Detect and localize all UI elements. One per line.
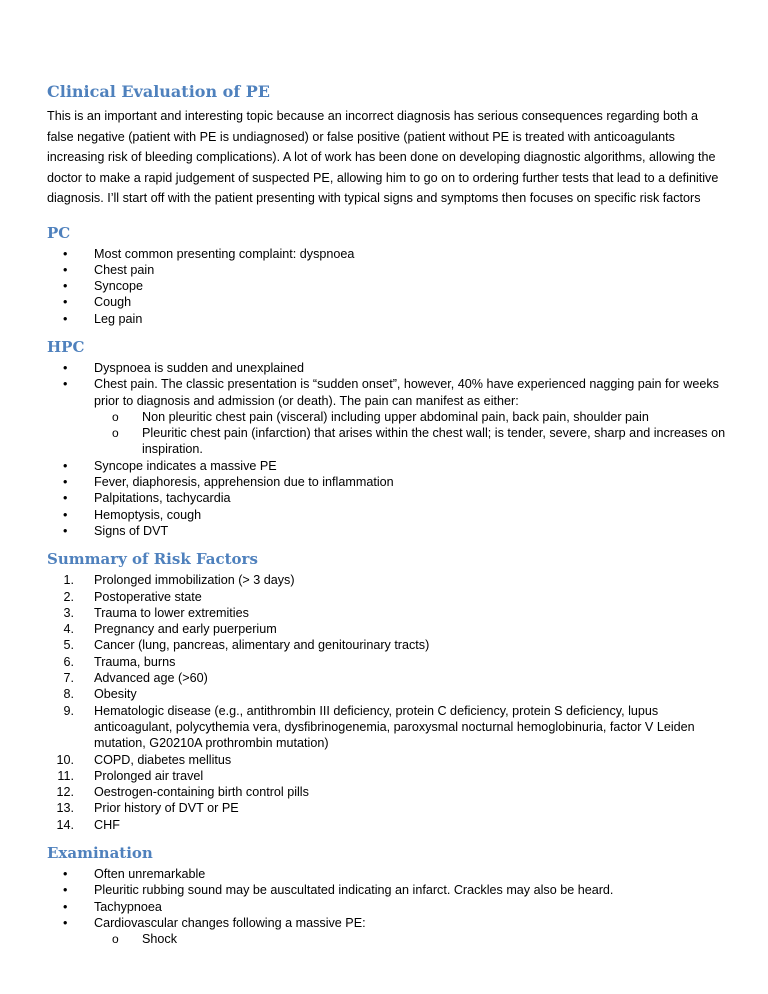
- list-item: • Dyspnoea is sudden and unexplained: [47, 360, 727, 376]
- list-item: [47, 703, 727, 752]
- list-number: 2.: [63, 589, 74, 604]
- heading-hpc: HPC: [47, 337, 85, 356]
- list-number: 9.: [63, 703, 74, 718]
- list-number: 4.: [63, 622, 74, 637]
- list-item: [47, 686, 727, 702]
- sub-list-item: o Non pleuritic chest pain (visceral) including upper abdominal pain, back pain, shoulder pain: [94, 409, 727, 425]
- document-page: [47, 78, 727, 947]
- list-item: • Hemoptysis, cough: [47, 507, 727, 523]
- list-item: • Syncope indicates a massive PE: [47, 458, 727, 474]
- list-item-text: Cancer (lung, pancreas, alimentary and genitourinary tracts): [94, 638, 430, 653]
- sub-list-item: o Pleuritic chest pain (infarction) that arises within the chest wall; is tender, severe, sharp and increases on inspiration.: [94, 425, 727, 458]
- list-item: [47, 768, 727, 784]
- list-item-text: Advanced age (>60): [94, 671, 208, 686]
- list-number: 7.: [63, 671, 74, 686]
- list-number: 12.: [56, 785, 74, 800]
- sub-list-item: o Shock: [94, 931, 727, 947]
- list-number: 10.: [56, 752, 74, 767]
- list-item: [47, 376, 727, 457]
- list-item-text: Oestrogen-containing birth control pills: [94, 785, 309, 800]
- list-number: 1.: [63, 573, 74, 588]
- list-item-text: Chest pain. The classic presentation is “sudden onset”, however, 40% have experienced nagging pain for weeks prior to diagnosis and admission (or death). The pain can manifest as either:: [94, 377, 719, 408]
- list-item: • Fever, diaphoresis, apprehension due to inflammation: [47, 474, 727, 490]
- list-item: [47, 572, 727, 588]
- list-number: 14.: [56, 817, 74, 832]
- list-item: [47, 800, 727, 816]
- list-item-text: Prior history of DVT or PE: [94, 801, 239, 816]
- list-number: 13.: [56, 801, 74, 816]
- examination-list: [47, 866, 727, 947]
- list-item: [47, 784, 727, 800]
- list-item: • Cough: [47, 294, 727, 310]
- list-item: • Pleuritic rubbing sound may be auscultated indicating an infarct. Crackles may also be heard.: [47, 882, 727, 898]
- heading-risk-factors: Summary of Risk Factors: [47, 550, 258, 569]
- list-number: 11.: [57, 768, 74, 783]
- pc-list: [47, 246, 727, 327]
- list-number: 5.: [63, 638, 74, 653]
- list-item: • Signs of DVT: [47, 523, 727, 539]
- list-item: [47, 915, 727, 948]
- heading-examination: Examination: [47, 844, 153, 862]
- list-item: [47, 654, 727, 670]
- list-item: • Leg pain: [47, 311, 727, 327]
- list-item: [47, 670, 727, 686]
- list-item: • Most common presenting complaint: dyspnoea: [47, 246, 727, 262]
- intro-paragraph: This is an important and interesting topic because an incorrect diagnosis has serious consequences regarding both a false negative (patient with PE is undiagnosed) or false positive (patient without PE is treated with anticoagulants increasing risk of bleeding complications). A lot of work has been done on developing diagnostic algorithms, allowing the doctor to make a rapid judgement of suspected PE, allowing him to go on to ordering further tests that lead to a definitive diagnosis. I’ll start off with the patient presenting with typical signs and symptoms then focuses on specific risk factors: [47, 109, 719, 205]
- list-item-text: Trauma to lower extremities: [94, 605, 249, 620]
- list-number: 8.: [63, 687, 74, 702]
- list-item-text: Trauma, burns: [94, 654, 176, 669]
- list-item: • Chest pain: [47, 262, 727, 278]
- list-item: [47, 817, 727, 833]
- list-item-text: Prolonged air travel: [94, 768, 204, 783]
- examination-sublist: [94, 931, 727, 947]
- list-item-text: Prolonged immobilization (> 3 days): [94, 573, 295, 588]
- list-item-text: Hematologic disease (e.g., antithrombin III deficiency, protein C deficiency, protein S deficiency, lupus anticoagulant, polycythemia vera, dysfibrinogenemia, paroxysmal nocturnal hemoglobinuria, factor V Leiden mutation, G20210A prothrombin mutation): [94, 703, 695, 751]
- list-item: • Tachypnoea: [47, 899, 727, 915]
- heading-pc: PC: [47, 223, 71, 242]
- list-item-text: Cardiovascular changes following a massive PE:: [94, 915, 366, 930]
- list-number: 3.: [63, 605, 74, 620]
- list-item-text: Obesity: [94, 687, 137, 702]
- list-item-text: CHF: [94, 817, 120, 832]
- list-item-text: COPD, diabetes mellitus: [94, 752, 232, 767]
- list-item: [47, 589, 727, 605]
- list-item: [47, 605, 727, 621]
- list-item: • Palpitations, tachycardia: [47, 490, 727, 506]
- risk-factors-list: [47, 572, 727, 833]
- document-title: Clinical Evaluation of PE: [47, 82, 270, 101]
- hpc-list: [47, 360, 727, 539]
- hpc-sublist: [94, 409, 727, 458]
- list-item: • Syncope: [47, 278, 727, 294]
- list-item-text: Postoperative state: [94, 589, 202, 604]
- list-item: [47, 637, 727, 653]
- list-item: • Often unremarkable: [47, 866, 727, 882]
- list-item: [47, 621, 727, 637]
- list-item-text: Pregnancy and early puerperium: [94, 622, 277, 637]
- list-item: [47, 752, 727, 768]
- list-number: 6.: [63, 654, 74, 669]
